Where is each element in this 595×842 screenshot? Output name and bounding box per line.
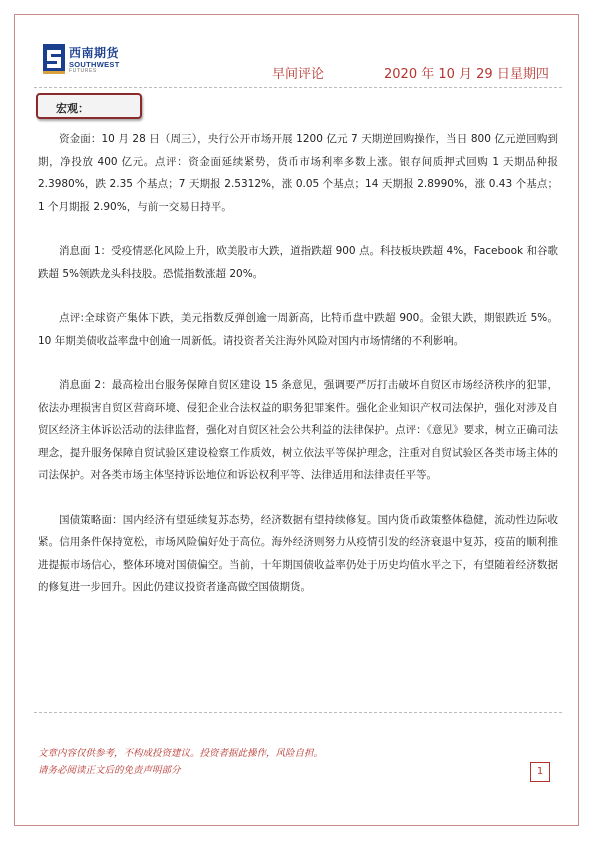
logo-text-en: SOUTHWEST xyxy=(69,60,120,69)
logo-mark-icon xyxy=(43,44,65,74)
section-tag-label: 宏观： xyxy=(56,102,89,115)
paragraph-comment: 点评:全球资产集体下跌，美元指数反弹创逾一周新高，比特币盘中跌超 900。金银大跌，期银跌近 5%。10 年期美债收益率盘中创逾一周新低。请投资者关注海外风险对国内市场情绪的不利影响。 xyxy=(38,312,558,347)
report-date: 2020 年 10 月 29 日星期四 xyxy=(384,67,549,82)
page-number: 1 xyxy=(530,762,550,782)
report-body xyxy=(38,128,558,621)
footer-divider xyxy=(34,712,562,713)
report-title: 早间评论 xyxy=(272,67,325,82)
logo-text-cn: 西南期货 xyxy=(69,46,120,60)
header-divider xyxy=(34,87,562,88)
logo-text-en-sub: FUTURES xyxy=(69,68,97,74)
disclaimer-line-1: 文章内容仅供参考，不构成投资建议。投资者据此操作，风险自担。 xyxy=(38,748,324,759)
paragraph-news-1: 消息面 1：受疫情恶化风险上升，欧美股市大跌，道指跌超 900 点。科技板块跌超 4%，Facebook 和谷歌跌超 5%领跌龙头科技股。恐慌指数涨超 20%。 xyxy=(38,245,558,280)
disclaimer xyxy=(38,745,323,779)
company-logo xyxy=(43,44,125,76)
section-tag-macro xyxy=(36,93,142,119)
paragraph-bond-strategy: 国债策略面：国内经济有望延续复苏态势，经济数据有望持续修复。国内货币政策整体稳健，流动性边际收紧。信用条件保持宽松，市场风险偏好处于高位。海外经济则努力从疫情引发的经济衰退中复苏，疫苗的顺利推进提振市场信心，整体环境对国债偏空。当前，十年期国债收益率仍处于历史均值水平之下，有望随着经济数据的修复进一步回升。因此仍建议投资者逢高做空国债期货。 xyxy=(38,513,558,593)
paragraph-news-2: 消息面 2：最高检出台服务保障自贸区建设 15 条意见，强调要严厉打击破坏自贸区市场经济秩序的犯罪，依法办理损害自贸区营商环境、侵犯企业合法权益的职务犯罪案件。强化企业知识产权司法保护，强化对涉及自贸区经济主体诉讼活动的法律监督，强化对自贸区社会公共利益的法律保护。点评：《意见》要求，树立正确司法理念，提升服务保障自贸试验区建设检察工作质效，树立依法平等保护理念，注重对自贸试验区各类市场主体的司法保护。对各类市场主体坚持诉讼地位和诉讼权利平等、法律适用和法律责任平等。 xyxy=(38,379,558,481)
paragraph-funding: 资金面：10 月 28 日（周三），央行公开市场开展 1200 亿元 7 天期逆回购操作，当日 800 亿元逆回购到期，净投放 400 亿元。点评：资金面延续紧势，货币市场利率多数上涨。银存间质押式回购 1 天期品种报 2.3980%，跌 2.35 个基点；7 天期报 2.5312%，涨 0.05 个基点；14 天期报 2.8990%，涨 0.43 个基点；1 个月期报 2.90%，与前一交易日持平。 xyxy=(38,133,558,213)
disclaimer-line-2: 请务必阅读正文后的免责声明部分 xyxy=(38,765,181,776)
